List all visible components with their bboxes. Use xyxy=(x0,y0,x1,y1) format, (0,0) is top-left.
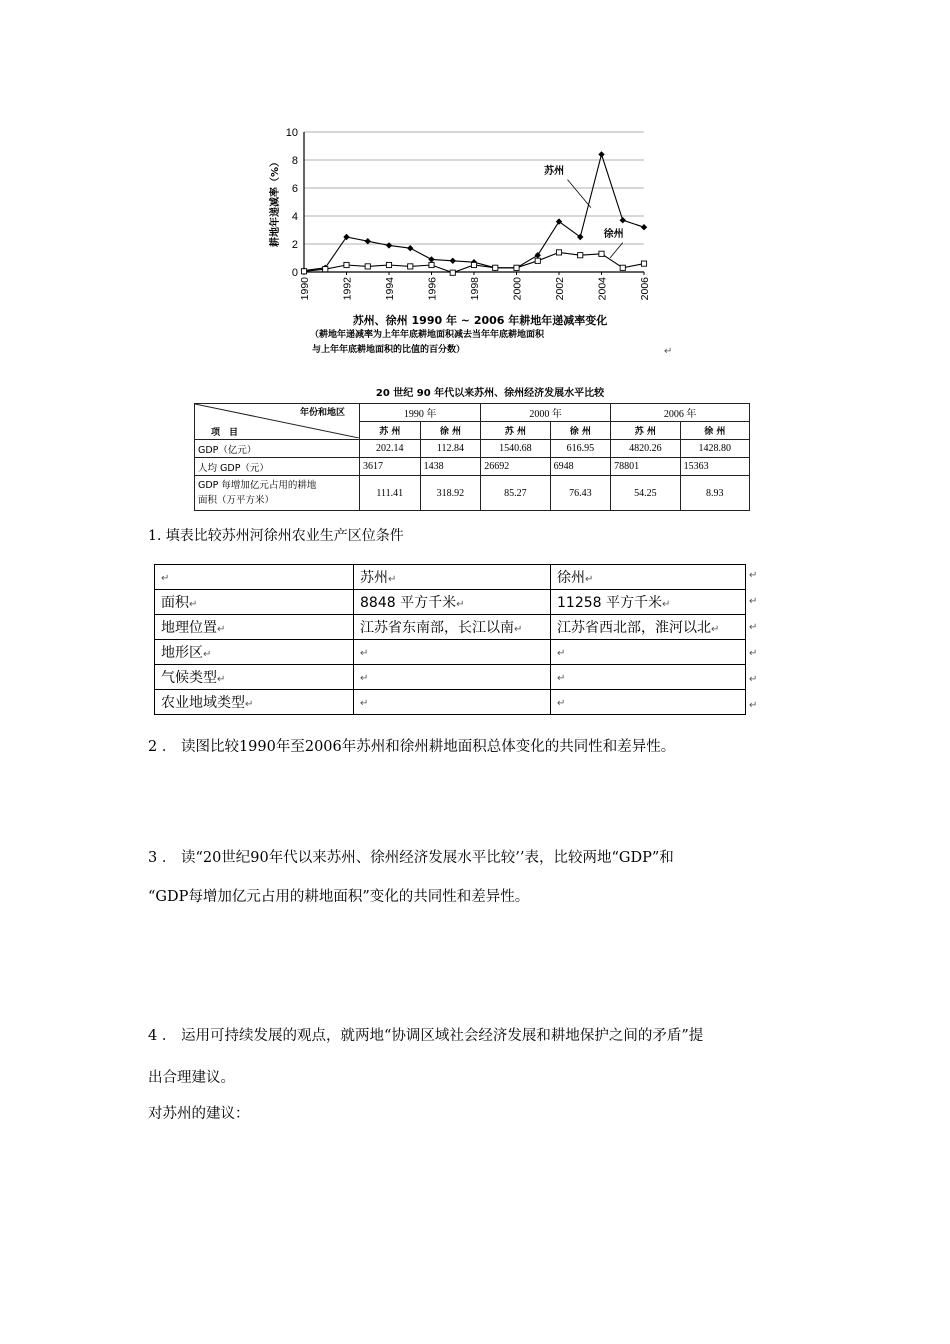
chart-note xyxy=(310,328,673,358)
table-cell: 112.84 xyxy=(420,440,481,458)
paragraph-mark: ↵ xyxy=(557,698,566,709)
econ-row-gdp xyxy=(195,440,750,458)
table-cell[interactable] xyxy=(354,690,551,715)
x-tick-label: 1994 xyxy=(384,277,396,301)
city-suzhou: 苏 州 xyxy=(481,422,550,440)
y-tick-label: 10 xyxy=(285,127,298,139)
x-tick-label: 1990 xyxy=(299,277,311,301)
leader-line xyxy=(568,180,591,208)
year-2006: 2006 年 xyxy=(611,404,750,422)
data-point xyxy=(301,269,306,274)
data-point xyxy=(493,265,498,270)
table-cell[interactable] xyxy=(354,640,551,665)
table-cell[interactable] xyxy=(551,640,746,665)
data-point xyxy=(407,245,413,251)
paragraph-mark: ↵ xyxy=(557,648,566,659)
data-point xyxy=(471,262,476,267)
table-cell[interactable] xyxy=(551,665,746,690)
table-cell[interactable] xyxy=(155,665,354,690)
year-2000: 2000 年 xyxy=(481,404,611,422)
data-point xyxy=(598,151,604,157)
table-cell[interactable] xyxy=(551,590,746,615)
table-cell: 1428.80 xyxy=(680,440,749,458)
paragraph-mark: ↵ xyxy=(360,698,369,709)
paragraph-mark: ↵ xyxy=(388,574,397,585)
table-cell[interactable] xyxy=(354,590,551,615)
data-point xyxy=(429,262,434,267)
econ-diagonal-header xyxy=(195,404,360,440)
data-point xyxy=(450,270,455,275)
row-label: 农业地域类型 xyxy=(161,695,245,711)
table-cell[interactable] xyxy=(155,615,354,640)
table-cell: 15363 xyxy=(680,458,749,476)
fill-row-agriculture xyxy=(155,690,746,715)
table-cell: 616.95 xyxy=(550,440,611,458)
econ-row-land-per-gdp xyxy=(195,476,750,511)
row-label: 人均 GDP（元） xyxy=(195,458,360,476)
year-1990: 1990 年 xyxy=(360,404,481,422)
row-label: 气候类型 xyxy=(161,670,217,686)
chart-title: 苏州、徐州 1990 年 ~ 2006 年耕地年递减率变化 xyxy=(352,314,608,327)
paragraph-mark: ↵ xyxy=(557,673,566,684)
table-cell[interactable] xyxy=(354,665,551,690)
fill-row-area xyxy=(155,590,746,615)
data-point xyxy=(344,262,349,267)
paragraph-mark: ↵ xyxy=(217,624,226,635)
table-cell[interactable] xyxy=(551,690,746,715)
header-top-label: 年份和地区 xyxy=(299,408,345,418)
data-point xyxy=(641,261,646,266)
paragraph-mark: ↵ xyxy=(217,674,226,685)
y-tick-label: 8 xyxy=(291,155,298,167)
row-label-line1: GDP 每增加亿元占用的耕地 xyxy=(198,480,317,491)
row-label xyxy=(195,476,360,511)
table-cell: 4820.26 xyxy=(611,440,680,458)
table-cell: 76.43 xyxy=(550,476,611,511)
paragraph-mark: ↵ xyxy=(514,624,523,635)
table-cell: 85.27 xyxy=(481,476,550,511)
econ-row-gdp-per-capita xyxy=(195,458,750,476)
fill-row-terrain xyxy=(155,640,746,665)
cell-value: 江苏省东南部，长江以南 xyxy=(360,620,514,636)
row-end-mark: ↵ xyxy=(749,674,758,685)
table-cell: 1540.68 xyxy=(481,440,550,458)
city-xuzhou: 徐 州 xyxy=(680,422,749,440)
paragraph-mark: ↵ xyxy=(456,599,465,610)
x-tick-label: 1998 xyxy=(469,277,481,301)
paragraph-mark: ↵ xyxy=(711,624,720,635)
data-point xyxy=(599,251,604,256)
y-tick-label: 6 xyxy=(291,183,298,195)
row-end-mark: ↵ xyxy=(749,700,758,711)
data-point xyxy=(323,267,328,272)
data-point xyxy=(386,242,392,248)
table-cell: 3617 xyxy=(360,458,421,476)
table-cell[interactable] xyxy=(354,565,551,590)
series-label-suzhou: 苏州 xyxy=(544,166,565,177)
econ-table-title: 20 世纪 90 年代以来苏州、徐州经济发展水平比较 xyxy=(375,388,605,399)
paragraph-mark: ↵ xyxy=(245,699,254,710)
fill-header-row xyxy=(155,565,746,590)
data-point xyxy=(365,264,370,269)
question-2: 2 ． 读图比较1990年至2006年苏州和徐州耕地面积总体变化的共同性和差异性。 xyxy=(148,739,676,755)
y-tick-label: 0 xyxy=(291,267,298,279)
data-point xyxy=(343,234,349,240)
x-tick-label: 1996 xyxy=(426,277,439,301)
table-cell[interactable] xyxy=(354,615,551,640)
table-cell: 111.41 xyxy=(360,476,421,511)
leader-line xyxy=(610,243,623,258)
fill-row-location xyxy=(155,615,746,640)
location-conditions-table xyxy=(154,564,746,715)
data-point xyxy=(535,258,540,263)
table-cell[interactable] xyxy=(155,640,354,665)
table-cell: 8.93 xyxy=(680,476,749,511)
table-cell: 26692 xyxy=(481,458,550,476)
econ-table xyxy=(194,403,750,511)
cell-value: 11258 平方千米 xyxy=(557,595,662,611)
table-cell: 1438 xyxy=(420,458,481,476)
question-4-line1: 4 ． 运用可持续发展的观点，就两地“协调区域社会经济发展和耕地保护之间的矛盾”提 xyxy=(148,1028,704,1044)
series-label-xuzhou: 徐州 xyxy=(603,229,624,240)
data-point xyxy=(386,262,391,267)
chart-note-line2: 与上年年底耕地面积的比值的百分数） xyxy=(312,345,466,355)
paragraph-mark: ↵ xyxy=(189,599,198,610)
row-end-mark: ↵ xyxy=(749,648,758,659)
y-tick-label: 2 xyxy=(291,239,298,251)
question-3-line2: “GDP每增加亿元占用的耕地面积”变化的共同性和差异性。 xyxy=(148,889,530,905)
chart-note-line1: （耕地年递减率为上年年底耕地面积减去当年年底耕地面积 xyxy=(310,330,545,340)
data-point xyxy=(620,217,626,223)
y-axis-label: 耕地年递减率（%） xyxy=(270,156,281,248)
row-label: 地理位置 xyxy=(161,620,217,636)
series-line-suzhou xyxy=(304,154,644,270)
y-tick-label: 4 xyxy=(291,211,298,223)
paragraph-mark: ↵ xyxy=(662,599,671,610)
city-suzhou: 苏 州 xyxy=(360,422,421,440)
row-end-mark: ↵ xyxy=(749,596,758,607)
question-1: 1. 填表比较苏州河徐州农业生产区位条件 xyxy=(148,528,404,544)
paragraph-mark: ↵ xyxy=(203,649,212,660)
question-4-line2: 出合理建议。 xyxy=(148,1070,235,1086)
econ-header-years xyxy=(195,404,750,422)
header-bottom-label: 项 目 xyxy=(211,428,239,438)
x-tick-label: 1992 xyxy=(341,277,354,301)
x-tick-label: 2000 xyxy=(511,277,524,301)
row-end-mark: ↵ xyxy=(749,622,758,633)
data-point xyxy=(428,256,434,262)
data-point xyxy=(365,238,371,244)
city-suzhou: 苏 州 xyxy=(611,422,680,440)
row-label: 地形区 xyxy=(161,645,203,661)
table-cell: 318.92 xyxy=(420,476,481,511)
paragraph-mark: ↵ xyxy=(585,574,594,585)
table-cell: 78801 xyxy=(611,458,680,476)
table-cell[interactable] xyxy=(155,590,354,615)
suzhou-advice-label: 对苏州的建议： xyxy=(148,1106,250,1122)
table-cell: 6948 xyxy=(550,458,611,476)
cell-value: 江苏省西北部，淮河以北 xyxy=(557,620,711,636)
paragraph-mark: ↵ xyxy=(360,648,369,659)
data-point xyxy=(535,252,541,258)
return-mark: ↵ xyxy=(664,346,673,357)
fill-row-climate xyxy=(155,665,746,690)
table-cell[interactable] xyxy=(551,565,746,590)
data-point xyxy=(514,265,519,270)
row-end-mark: ↵ xyxy=(749,570,758,581)
row-label: 面积 xyxy=(161,595,189,611)
city-xuzhou: 徐 州 xyxy=(550,422,611,440)
data-point xyxy=(620,265,625,270)
row-label: GDP（亿元） xyxy=(195,440,360,458)
x-tick-label: 2004 xyxy=(596,277,609,301)
table-cell[interactable] xyxy=(155,565,354,590)
row-label-line2: 面积（万平方米） xyxy=(198,495,275,506)
table-cell: 54.25 xyxy=(611,476,680,511)
data-point xyxy=(408,264,413,269)
table-cell: 202.14 xyxy=(360,440,421,458)
data-point xyxy=(641,224,647,230)
table-cell[interactable] xyxy=(155,690,354,715)
header-suzhou: 苏州 xyxy=(360,570,388,586)
paragraph-mark: ↵ xyxy=(161,573,170,584)
data-point xyxy=(556,250,561,255)
paragraph-mark: ↵ xyxy=(360,673,369,684)
table-cell[interactable] xyxy=(551,615,746,640)
x-tick-label: 2002 xyxy=(554,277,566,301)
cell-value: 8848 平方千米 xyxy=(360,595,457,611)
header-xuzhou: 徐州 xyxy=(557,570,585,586)
city-xuzhou: 徐 州 xyxy=(420,422,481,440)
question-3-line1: 3 ． 读“20世纪90年代以来苏州、徐州经济发展水平比较’’表，比较两地“GDP”和 xyxy=(148,850,674,866)
chart-svg xyxy=(262,120,682,320)
data-point xyxy=(578,253,583,258)
data-point xyxy=(450,258,456,264)
x-tick-label: 2006 xyxy=(639,277,651,301)
